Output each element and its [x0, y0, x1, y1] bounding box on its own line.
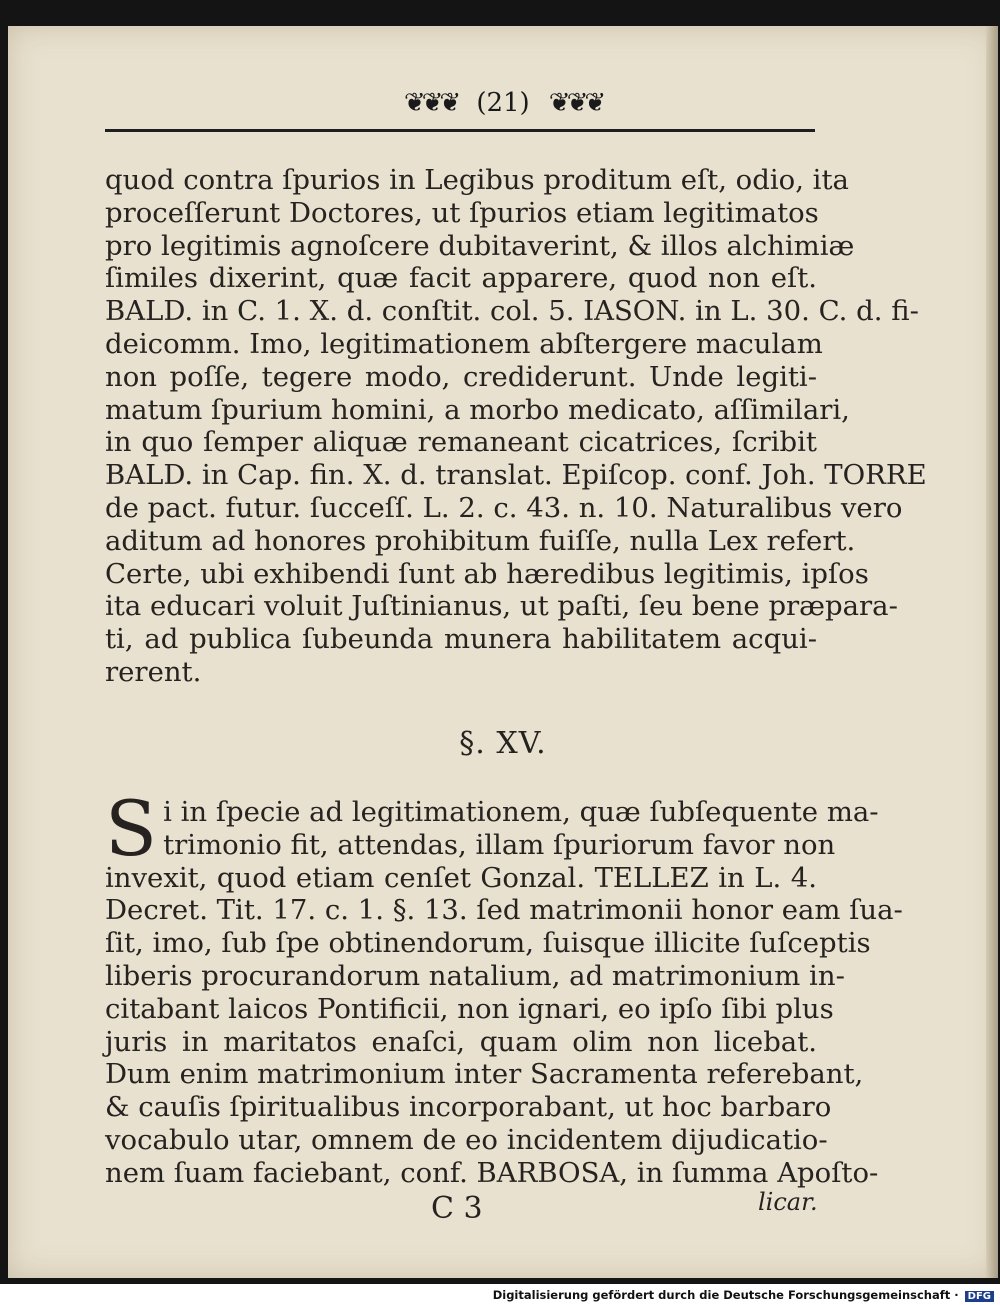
dfg-logo[interactable]: DFG	[965, 1291, 994, 1302]
text-line: BALD. in C. 1. X. d. conſtit. col. 5. IASON. in L. 30. C. d. fi-	[105, 295, 919, 328]
paragraph-1	[105, 164, 927, 689]
text-line: rerent.	[105, 655, 202, 688]
text-line: pro legitimis agnoſcere dubitaverint, & illos alchimiæ	[105, 229, 855, 262]
section-heading: §. XV.	[459, 726, 547, 761]
text-line: ti, ad publica ſubeunda munera habilitatem acqui-	[105, 623, 817, 656]
text-line: vocabulo utar, omnem de eo incidentem dijudicatio-	[105, 1123, 828, 1156]
catchword: licar.	[758, 1188, 818, 1216]
running-header	[8, 88, 998, 128]
signature-mark: C 3	[431, 1191, 483, 1226]
text-line: quod contra ſpurios in Legibus proditum eſt, odio, ita	[105, 164, 849, 196]
text-line: matum ſpurium homini, a morbo medicato, aſſimilari,	[105, 393, 850, 426]
text-line: Decret. Tit. 17. c. 1. §. 13. ſed matrimonii honor eam ſua-	[105, 894, 903, 927]
text-line: invexit, quod etiam cenſet Gonzal. TELLEZ in L. 4.	[105, 861, 817, 894]
text-line: aditum ad honores prohibitum fuiſſe, nulla Lex refert.	[105, 524, 856, 557]
credit-text: Digitalisierung gefördert durch die Deutsche Forschungsgemeinschaft ·	[492, 1288, 959, 1302]
paragraph-2	[105, 784, 903, 1190]
ornament-right-icon: ❦❦❦	[548, 88, 603, 118]
text-line: liberis procurandorum natalium, ad matrimonium in-	[105, 959, 845, 992]
page-number: (21)	[476, 88, 530, 118]
text-line: BALD. in Cap. fin. X. d. translat. Epiſcop. conf. Joh. TORRE	[105, 459, 927, 492]
text-line: deicomm. Imo, legitimationem abſtergere maculam	[105, 327, 823, 360]
text-line: de pact. futur. ſucceſſ. L. 2. c. 43. n. 10. Naturalibus vero	[105, 491, 903, 524]
digitization-credit	[493, 1288, 994, 1302]
drop-capital: S	[105, 784, 158, 873]
ornament-left-icon: ❦❦❦	[403, 88, 458, 118]
text-line: trimonio fit, attendas, illam ſpuriorum favor non	[163, 828, 836, 861]
text-line: ſit, imo, ſub ſpe obtinendorum, ſuisque illicite ſuſceptis	[105, 927, 871, 960]
text-line: Certe, ubi exhibendi ſunt ab hæredibus legitimis, ipſos	[105, 557, 869, 590]
text-line: nem ſuam faciebant, conf. BARBOSA, in ſumma Apoſto-	[105, 1156, 879, 1189]
text-line: in quo ſemper aliquæ remaneant cicatrices, ſcribit	[105, 426, 817, 459]
text-line: ſimiles dixerint, quæ facit apparere, quod non eſt.	[105, 262, 817, 295]
text-line: Dum enim matrimonium inter Sacramenta referebant,	[105, 1058, 864, 1091]
header-rule	[105, 129, 815, 132]
page-edge	[986, 26, 998, 1278]
book-page	[8, 26, 998, 1278]
text-line: non poſſe, tegere modo, crediderunt. Unde legiti-	[105, 360, 817, 393]
text-line: & cauſis ſpiritualibus incorporabant, ut hoc barbaro	[105, 1091, 832, 1124]
text-line: ita educari voluit Juſtinianus, ut paſti, ſeu bene præpara-	[105, 590, 898, 623]
text-line: citabant laicos Pontificii, non ignari, eo ipſo ſibi plus	[105, 992, 834, 1025]
text-line: juris in maritatos enaſci, quam olim non licebat.	[105, 1025, 817, 1058]
text-line: proceſſerunt Doctores, ut ſpurios etiam legitimatos	[105, 196, 819, 229]
text-line: i in ſpecie ad legitimationem, quæ ſubſequente ma-	[163, 796, 879, 828]
